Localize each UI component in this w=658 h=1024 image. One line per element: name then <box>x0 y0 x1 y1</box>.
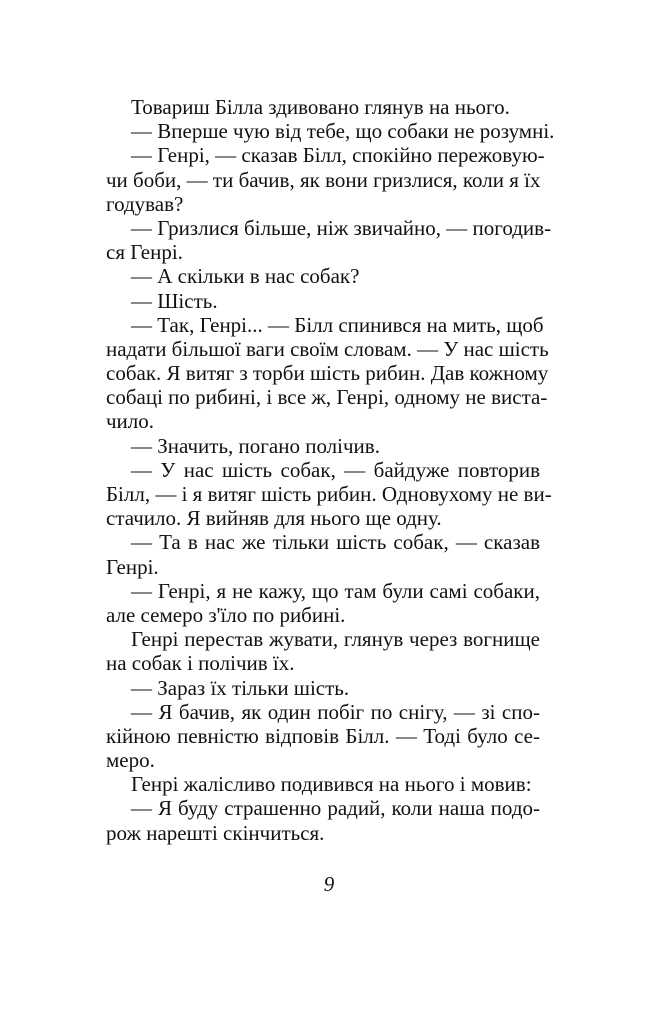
text-line: надати більшої ваги своїм словам. — У нас шість <box>106 336 549 361</box>
text-line: собак. Я витяг з торби шість рибин. Дав кожному <box>106 361 549 386</box>
paragraph <box>106 215 552 265</box>
paragraph <box>106 457 552 531</box>
text-line: — Так, Генрі... — Білл спинився на мить, щоб <box>131 312 544 337</box>
paragraph <box>106 95 540 119</box>
text-line: — Гризлися більше, ніж звичайно, — погодив- <box>131 215 552 240</box>
text-line: кійною певністю відповів Білл. — Тоді було се- <box>106 723 540 748</box>
text-line: Генрі перестав жувати, глянув через вогнище <box>131 627 540 652</box>
text-line: чи боби, — ти бачив, як вони гризлися, коли я їх <box>106 167 541 192</box>
paragraph <box>106 312 549 434</box>
text-line: стачило. Я вийняв для нього ще одну. <box>106 506 442 531</box>
text-line: Генрі жалісливо подивився на нього і мовив: <box>131 772 532 797</box>
text-line: чило. <box>106 409 155 434</box>
text-line: — Зараз їх тільки шість. <box>131 675 350 700</box>
text-line: меро. <box>106 748 155 773</box>
paragraph <box>106 579 540 627</box>
text-line: Товариш Білла здивовано глянув на нього. <box>131 95 510 119</box>
text-line: Білл, — і я витяг шість рибин. Одновухому не ви- <box>106 482 552 506</box>
paragraph <box>106 434 540 458</box>
text-line: — А скільки в нас собак? <box>131 264 360 289</box>
text-line: — Значить, погано полічив. <box>131 433 380 458</box>
text-line: — Генрі, я не кажу, що там були самі собаки, <box>131 578 540 603</box>
paragraph <box>106 796 540 844</box>
paragraph <box>106 530 540 578</box>
text-block <box>106 95 555 845</box>
text-line: годував? <box>106 191 184 216</box>
paragraph <box>106 627 540 675</box>
text-line: але семеро з'їло по рибині. <box>106 602 346 627</box>
paragraph <box>106 289 540 313</box>
text-line: — Та в нас же тільки шість собак, — сказав <box>131 530 540 555</box>
paragraph <box>106 264 540 288</box>
paragraph <box>106 143 545 216</box>
text-line: собаці по рибині, і все ж, Генрі, одному не виста- <box>106 385 548 410</box>
text-line: — Генрі, — сказав Білл, спокійно пережовую- <box>131 143 545 168</box>
page-number: 9 <box>323 872 335 896</box>
paragraph <box>106 772 540 796</box>
paragraph <box>106 119 555 144</box>
text-line: — Вперше чую від тебе, що собаки не розумні. <box>131 119 555 144</box>
text-line: — Я буду страшенно радий, коли наша подо- <box>131 796 540 821</box>
text-line: — Шість. <box>131 288 218 313</box>
text-line: рож нарешті скінчиться. <box>106 820 325 845</box>
paragraph <box>106 700 540 773</box>
text-line: — У нас шість собак, — байдуже повторив <box>131 457 540 482</box>
text-line: на собак і полічив їх. <box>106 651 295 676</box>
text-line: — Я бачив, як один побіг по снігу, — зі спо- <box>131 699 540 724</box>
paragraph <box>106 676 540 700</box>
text-line: Генрі. <box>106 554 159 579</box>
text-line: ся Генрі. <box>106 240 183 265</box>
